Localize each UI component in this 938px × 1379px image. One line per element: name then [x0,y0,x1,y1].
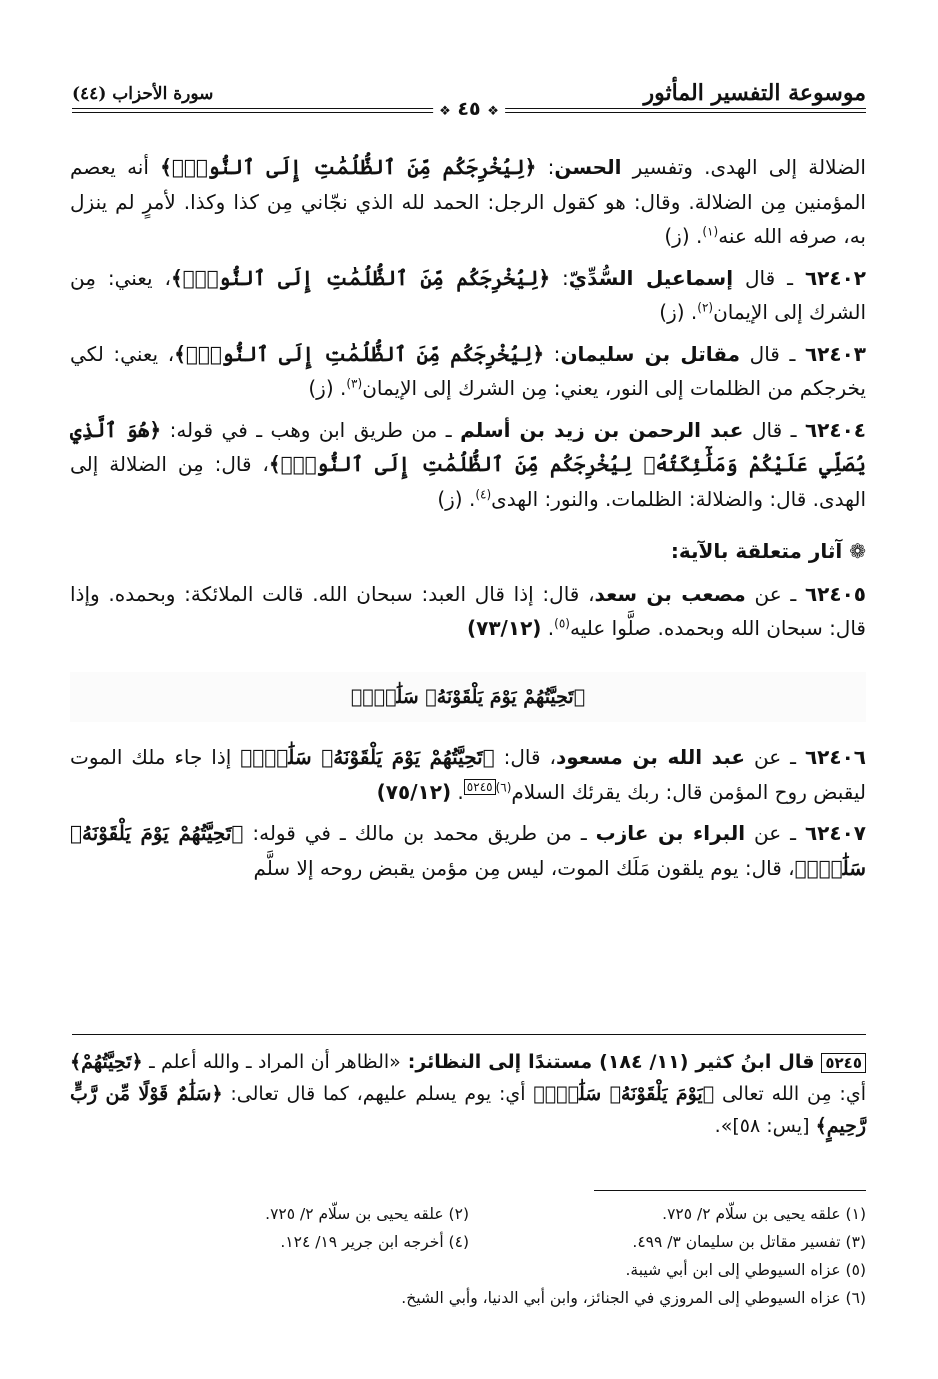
text-run: ، قال: [494,745,556,769]
verse-banner: ﴿تَحِيَّتُهُمْ يَوْمَ يَلْقَوْنَهُۥ سَلَٰمٌۚ﴾ [70,672,866,723]
text-run: أي: مِن الله تعالى [714,1083,866,1105]
footnote-5: (٥) عزاه السيوطي إلى ابن أبي شيبة. [625,1261,866,1279]
text-run: ، قال: مِن الضلالة إلى الهدى. قال: والضلالة: الظلمات. والنور: الهدى [70,452,866,511]
ornament-icon: ❖ [487,104,499,119]
page-number-group [433,98,505,120]
text-run: الضلالة إلى الهدى. وتفسير [621,155,866,179]
footnote-4: (٤) أخرجه ابن جرير ١٩/ ١٢٤. [280,1233,469,1251]
quran-verse: ﴿يَوْمَ يَلْقَوْنَهُۥ سَلَٰمٌۚ﴾ [533,1083,715,1105]
text-run: أنه يعصم المؤمنين مِن الضلالة. وقال: هو كقول الرجل: الحمد لله الذي نجّاني مِن كذا وكذا. لأمرٍ لم ينزل به، صرفه الله عنه [70,155,866,248]
footnote-6: (٦) عزاه السيوطي إلى المروزي في الجنائز، وابن أبي الدنيا، وأبي الشيخ. [401,1289,866,1307]
narration-number: ٦٢٤٠٧ [804,821,866,845]
volume-page-ref: (٧٣/١٢) [467,616,542,640]
text-run: أي: يوم يسلم عليهم، كما قال تعالى: [222,1083,534,1105]
quran-verse: ﴿سَلَٰمٌ قَوْلًا مِّن رَّبٍّ رَّحِيمٍ﴾ [70,1083,866,1137]
footnote-ref[interactable]: (١) [702,224,719,239]
footnote-ref[interactable]: (٢) [697,300,714,315]
book-title: موسوعة التفسير المأثور [643,80,866,106]
text-run: . (ز) [659,300,698,324]
text-run: ـ عن [745,745,805,769]
text-run: ، قال: إذا قال العبد: سبحان الله. قالت الملائكة: وبحمده. وإذا قال: سبحان الله وبحمده. صلَّوا عليه [70,581,866,640]
footnote-ref[interactable]: (٦) [495,779,512,794]
quran-verse: ﴿تَحِيَّتُهُمْ يَوْمَ يَلْقَوْنَهُۥ سَلَٰمٌۚ﴾ [70,821,866,880]
text-run: «الظاهر أن المراد ـ والله أعلم ـ [142,1051,401,1073]
footnote-3: (٣) تفسير مقاتل بن سليمان ٣/ ٤٩٩. [632,1233,866,1251]
text-run: ـ عن [745,581,805,606]
text-run: ، يعني: لكي يخرجكم من الظلمات إلى النور، يعني: مِن الشرك إلى الإيمان [70,341,866,400]
narration-62403 [70,337,866,406]
text-run: ـ من طريق ابن وهب ـ في قوله: [161,417,461,442]
text-run: : [544,341,561,366]
flower-ornament-icon: ❁ [849,539,866,563]
narrator-name: مصعب بن سعد [594,581,746,606]
ornament-icon: ❖ [439,104,451,119]
commentary-ref-box[interactable]: ٥٢٤٥ [464,779,496,795]
text-run: . [541,616,555,640]
quran-verse: ﴿تَحِيَّتُهُمْ﴾ [70,1051,143,1073]
text-run: . [451,779,464,804]
narrator-name: البراء بن عازب [595,821,746,845]
volume-page-ref: (٧٥/١٢) [376,779,452,804]
narrator-name: الحسن [554,155,622,179]
main-text [70,150,866,892]
narration-62405 [70,577,866,646]
narration-number: ٦٢٤٠٦ [804,745,867,769]
footnote-ref[interactable]: (٤) [475,486,492,501]
narration-62404 [70,413,866,517]
narrator-name: مقاتل بن سليمان [560,341,741,366]
text-run: : [550,265,569,290]
text-run: . (ز) [664,224,703,248]
narration-62406 [70,740,866,809]
footnote-row [72,1228,866,1256]
narration-number: ٦٢٤٠٥ [804,581,866,606]
commentary-divider [72,1034,866,1035]
text-run: . (ز) [437,486,476,511]
narration-number: ٦٢٤٠٢ [804,265,866,290]
footnote-divider [594,1190,866,1191]
quran-verse: ﴿لِيُخْرِجَكُم مِّنَ ٱلظُّلُمَٰتِ إِلَى ٱلنُّورِۚ﴾ [174,341,545,366]
footnotes [72,1200,866,1312]
quran-verse: ﴿تَحِيَّتُهُمْ يَوْمَ يَلْقَوْنَهُۥ سَلَٰمٌۚ﴾ [240,745,495,769]
text-run: ـ قال [743,417,805,442]
text-run: إذا جاء ملك الموت ليقبض روح المؤمن قال: ربك يقرئك السلام [70,745,866,804]
text-run: . (ز) [308,376,347,400]
commentary-note [70,1046,866,1142]
footnote-1: (١) علقه يحيى بن سلّام ٢/ ٧٢٥. [662,1205,866,1223]
narrator-name: عبد الله بن مسعود [555,745,746,769]
text-run: ، قال: يوم يلقون مَلَك الموت، ليس مِن مؤمن يقبض روحه إلا سلَّم [253,855,795,880]
footnote-row [72,1200,866,1228]
page-number: ٤٥ [457,98,481,120]
text-run: : [536,155,555,179]
paragraph-continued [70,150,866,254]
narration-62407 [70,816,866,885]
quran-verse: ﴿لِيُخْرِجَكُم مِّنَ ٱلظُّلُمَٰتِ إِلَى ٱلنُّورِۚ﴾ [170,265,551,290]
quran-verse: ﴿لِيُخْرِجَكُم مِّنَ ٱلظُّلُمَٰتِ إِلَى ٱلنُّورِۚ﴾ [160,155,537,179]
text-run: ، يعني: مِن الشرك إلى الإيمان [70,265,866,324]
footnote-2: (٢) علقه يحيى بن سلّام ٢/ ٧٢٥. [265,1205,469,1223]
footnote-ref[interactable]: (٥) [554,616,570,631]
text-run: ـ قال [733,265,805,290]
section-heading-text: آثار متعلقة بالآية: [670,539,843,563]
section-heading [70,534,866,569]
narration-62402 [70,261,866,330]
narration-number: ٦٢٤٠٤ [804,417,866,442]
narrator-name: عبد الرحمن بن زيد بن أسلم [460,417,744,442]
text-run: ـ قال [740,341,805,366]
text-run: ـ عن [745,821,805,845]
narration-number: ٦٢٤٠٣ [804,341,867,366]
surah-title: سورة الأحزاب (٤٤) [72,84,214,104]
narrator-name: إسماعيل السُّدِّيّ [568,265,734,290]
commentary-ref-box: ٥٢٤٥ [821,1053,866,1073]
page-header [72,74,866,124]
text-run: ـ من طريق محمد بن مالك ـ في قوله: [243,821,596,845]
quran-verse: ﴿هُوَ ٱلَّذِي يُصَلِّي عَلَيْكُمْ وَمَلَٰٓئِكَتُهُۥ لِيُخْرِجَكُم مِّنَ ٱلظُّلُمَٰتِ إِلَى ٱلنُّورِۚ﴾ [70,417,867,476]
commentary-lead: قال ابنُ كثير (١١/ ١٨٤) مستندًا إلى النظائر: [400,1051,822,1073]
footnote-ref[interactable]: (٣) [346,376,363,391]
text-run: [يس: ٥٨]». [714,1115,816,1137]
